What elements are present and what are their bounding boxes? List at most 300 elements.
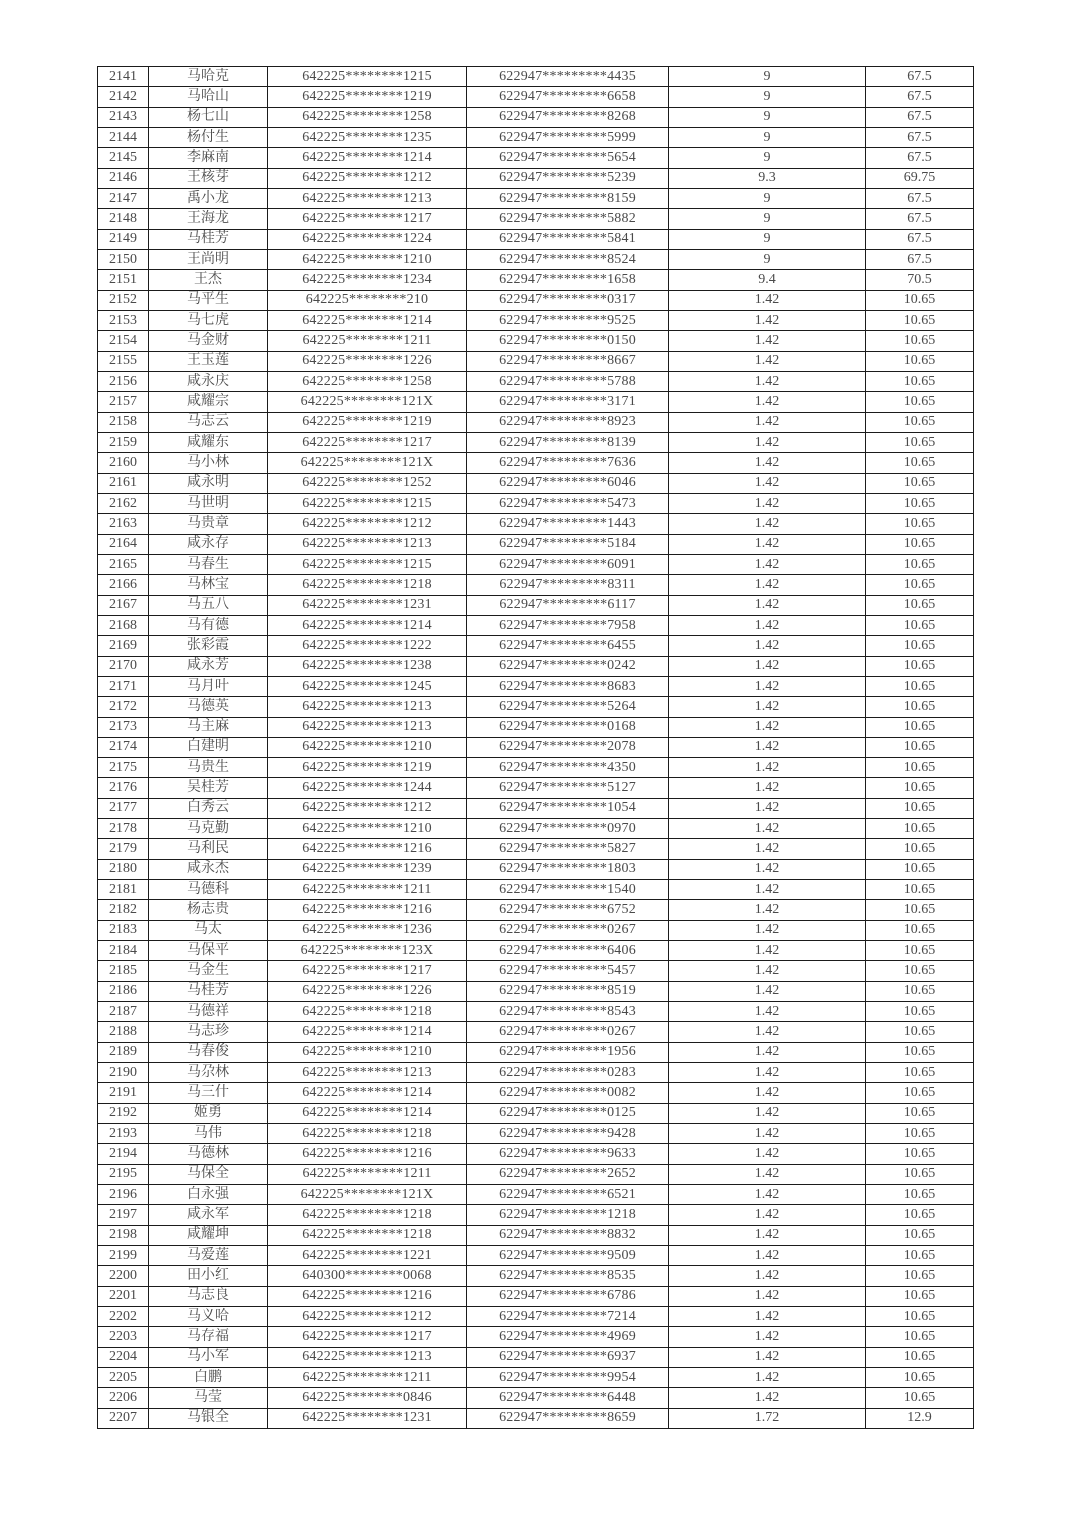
cell-amount-total: 10.65 [866,351,974,371]
table-row [98,1205,974,1225]
cell-bank-card-number: 622947*********9509 [467,1246,669,1266]
cell-amount: 1.42 [669,1002,866,1022]
cell-id-number: 642225********1211 [268,1368,467,1388]
cell-person-name: 马平生 [149,290,268,310]
cell-bank-card-number: 622947*********0082 [467,1083,669,1103]
cell-id-number: 642225********1214 [268,1103,467,1123]
cell-bank-card-number: 622947*********6455 [467,636,669,656]
cell-amount-total: 10.65 [866,1388,974,1408]
cell-id-number: 642225********121X [268,392,467,412]
cell-bank-card-number: 622947*********9633 [467,1144,669,1164]
cell-amount-total: 10.65 [866,1205,974,1225]
cell-amount-total: 10.65 [866,1103,974,1123]
table-row [98,1022,974,1042]
cell-bank-card-number: 622947*********0168 [467,717,669,737]
cell-amount: 1.42 [669,656,866,676]
cell-id-number: 642225********1222 [268,636,467,656]
cell-row-number: 2155 [98,351,149,371]
cell-bank-card-number: 622947*********8535 [467,1266,669,1286]
cell-person-name: 马莹 [149,1388,268,1408]
cell-bank-card-number: 622947*********0317 [467,290,669,310]
cell-amount-total: 10.65 [866,1022,974,1042]
cell-id-number: 642225********1234 [268,270,467,290]
cell-amount-total: 10.65 [866,432,974,452]
cell-amount-total: 67.5 [866,67,974,87]
cell-amount-total: 10.65 [866,920,974,940]
cell-person-name: 马世明 [149,493,268,513]
table-row [98,270,974,290]
cell-amount-total: 10.65 [866,1347,974,1367]
cell-bank-card-number: 622947*********8139 [467,432,669,452]
table-row [98,1347,974,1367]
table-row [98,961,974,981]
cell-person-name: 马春生 [149,554,268,574]
cell-row-number: 2204 [98,1347,149,1367]
cell-amount-total: 10.65 [866,493,974,513]
cell-person-name: 马志珍 [149,1022,268,1042]
cell-person-name: 马七虎 [149,310,268,330]
cell-amount: 1.42 [669,1327,866,1347]
cell-id-number: 642225********1217 [268,961,467,981]
cell-amount: 9 [669,249,866,269]
cell-person-name: 咸永存 [149,534,268,554]
cell-amount: 1.42 [669,331,866,351]
table-row [98,819,974,839]
cell-person-name: 咸永明 [149,473,268,493]
cell-id-number: 642225********1226 [268,351,467,371]
cell-amount: 1.42 [669,554,866,574]
cell-amount: 1.42 [669,859,866,879]
cell-amount: 1.42 [669,595,866,615]
cell-id-number: 642225********1218 [268,1225,467,1245]
cell-amount: 1.42 [669,1266,866,1286]
cell-amount: 1.42 [669,1042,866,1062]
cell-row-number: 2180 [98,859,149,879]
cell-amount-total: 10.65 [866,1164,974,1184]
cell-amount-total: 12.9 [866,1408,974,1428]
table-row [98,697,974,717]
cell-row-number: 2199 [98,1246,149,1266]
cell-id-number: 640300********0068 [268,1266,467,1286]
cell-bank-card-number: 622947*********1658 [467,270,669,290]
table-row [98,1408,974,1428]
cell-person-name: 咸永军 [149,1205,268,1225]
payment-roster-table [97,66,974,1429]
cell-row-number: 2184 [98,941,149,961]
table-row [98,229,974,249]
cell-id-number: 642225********1213 [268,534,467,554]
cell-person-name: 白永强 [149,1185,268,1205]
cell-id-number: 642225********1217 [268,1327,467,1347]
cell-amount-total: 10.65 [866,554,974,574]
table-row [98,941,974,961]
cell-bank-card-number: 622947*********8543 [467,1002,669,1022]
cell-bank-card-number: 622947*********6448 [467,1388,669,1408]
table-row [98,758,974,778]
table-row [98,1063,974,1083]
table-row [98,290,974,310]
cell-amount-total: 10.65 [866,453,974,473]
cell-bank-card-number: 622947*********5473 [467,493,669,513]
cell-row-number: 2162 [98,493,149,513]
cell-amount: 1.42 [669,1286,866,1306]
cell-id-number: 642225********1212 [268,798,467,818]
cell-bank-card-number: 622947*********0267 [467,920,669,940]
cell-person-name: 马林宝 [149,575,268,595]
cell-bank-card-number: 622947*********6406 [467,941,669,961]
cell-amount-total: 69.75 [866,168,974,188]
cell-bank-card-number: 622947*********6046 [467,473,669,493]
cell-amount: 1.42 [669,534,866,554]
table-row [98,148,974,168]
cell-row-number: 2179 [98,839,149,859]
cell-row-number: 2145 [98,148,149,168]
cell-bank-card-number: 622947*********4969 [467,1327,669,1347]
cell-amount: 1.42 [669,351,866,371]
cell-id-number: 642225********1218 [268,1124,467,1144]
cell-row-number: 2171 [98,676,149,696]
table-row [98,127,974,147]
cell-id-number: 642225********1210 [268,249,467,269]
cell-person-name: 马桂芳 [149,229,268,249]
cell-id-number: 642225********1212 [268,1307,467,1327]
cell-id-number: 642225********1231 [268,595,467,615]
cell-person-name: 马德英 [149,697,268,717]
cell-bank-card-number: 622947*********5999 [467,127,669,147]
cell-person-name: 王尚明 [149,249,268,269]
cell-person-name: 马利民 [149,839,268,859]
table-row [98,554,974,574]
cell-id-number: 642225********1216 [268,1144,467,1164]
cell-id-number: 642225********1216 [268,900,467,920]
cell-row-number: 2142 [98,87,149,107]
cell-amount-total: 10.65 [866,1246,974,1266]
cell-amount-total: 10.65 [866,1083,974,1103]
cell-person-name: 马桂芳 [149,981,268,1001]
cell-amount: 1.42 [669,392,866,412]
cell-amount-total: 10.65 [866,371,974,391]
cell-row-number: 2201 [98,1286,149,1306]
cell-amount-total: 10.65 [866,1286,974,1306]
cell-amount: 1.42 [669,839,866,859]
table-row [98,87,974,107]
cell-person-name: 李麻南 [149,148,268,168]
cell-row-number: 2202 [98,1307,149,1327]
cell-id-number: 642225********1213 [268,1063,467,1083]
cell-bank-card-number: 622947*********1054 [467,798,669,818]
cell-person-name: 咸永杰 [149,859,268,879]
table-row [98,636,974,656]
table-row [98,473,974,493]
cell-bank-card-number: 622947*********8683 [467,676,669,696]
cell-row-number: 2163 [98,514,149,534]
cell-row-number: 2168 [98,615,149,635]
cell-amount: 9 [669,148,866,168]
cell-amount-total: 10.65 [866,819,974,839]
table-row [98,717,974,737]
cell-person-name: 马义哈 [149,1307,268,1327]
cell-bank-card-number: 622947*********4435 [467,67,669,87]
cell-person-name: 马存福 [149,1327,268,1347]
cell-bank-card-number: 622947*********8159 [467,188,669,208]
cell-person-name: 马金生 [149,961,268,981]
cell-person-name: 张彩霞 [149,636,268,656]
cell-amount: 1.42 [669,697,866,717]
cell-person-name: 咸耀宗 [149,392,268,412]
cell-person-name: 咸永芳 [149,656,268,676]
cell-person-name: 咸耀东 [149,432,268,452]
cell-amount: 1.42 [669,453,866,473]
cell-amount-total: 10.65 [866,717,974,737]
cell-amount: 1.42 [669,961,866,981]
cell-bank-card-number: 622947*********1956 [467,1042,669,1062]
cell-row-number: 2200 [98,1266,149,1286]
cell-id-number: 642225********1215 [268,67,467,87]
cell-id-number: 642225********1212 [268,514,467,534]
cell-amount-total: 10.65 [866,981,974,1001]
cell-id-number: 642225********1211 [268,880,467,900]
cell-amount: 1.42 [669,473,866,493]
cell-id-number: 642225********1231 [268,1408,467,1428]
cell-person-name: 杨七山 [149,107,268,127]
cell-amount: 1.42 [669,1185,866,1205]
table-row [98,900,974,920]
cell-amount-total: 10.65 [866,412,974,432]
cell-person-name: 马三什 [149,1083,268,1103]
cell-amount: 1.42 [669,880,866,900]
table-row [98,432,974,452]
cell-id-number: 642225********1210 [268,1042,467,1062]
cell-row-number: 2190 [98,1063,149,1083]
cell-id-number: 642225********0846 [268,1388,467,1408]
cell-row-number: 2167 [98,595,149,615]
cell-person-name: 马贵章 [149,514,268,534]
cell-row-number: 2152 [98,290,149,310]
table-row [98,1286,974,1306]
cell-amount-total: 67.5 [866,127,974,147]
cell-amount: 9.4 [669,270,866,290]
cell-id-number: 642225********1211 [268,1164,467,1184]
cell-amount: 1.42 [669,1124,866,1144]
cell-amount-total: 10.65 [866,1307,974,1327]
cell-person-name: 马尕林 [149,1063,268,1083]
cell-row-number: 2207 [98,1408,149,1428]
cell-person-name: 马哈山 [149,87,268,107]
cell-person-name: 杨付生 [149,127,268,147]
table-row [98,1246,974,1266]
table-row [98,1164,974,1184]
cell-bank-card-number: 622947*********6117 [467,595,669,615]
cell-amount-total: 10.65 [866,473,974,493]
table-row [98,595,974,615]
table-row [98,412,974,432]
cell-bank-card-number: 622947*********7958 [467,615,669,635]
cell-row-number: 2194 [98,1144,149,1164]
cell-amount: 9 [669,67,866,87]
cell-row-number: 2158 [98,412,149,432]
cell-row-number: 2188 [98,1022,149,1042]
table-row [98,1266,974,1286]
cell-bank-card-number: 622947*********5788 [467,371,669,391]
cell-amount: 9 [669,229,866,249]
cell-id-number: 642225********1236 [268,920,467,940]
cell-row-number: 2193 [98,1124,149,1144]
cell-amount: 9 [669,87,866,107]
cell-amount-total: 10.65 [866,656,974,676]
cell-id-number: 642225********1219 [268,87,467,107]
cell-amount-total: 10.65 [866,392,974,412]
cell-amount: 1.42 [669,1205,866,1225]
table-row [98,1225,974,1245]
cell-row-number: 2172 [98,697,149,717]
cell-id-number: 642225********1226 [268,981,467,1001]
cell-person-name: 马小军 [149,1347,268,1367]
cell-id-number: 642225********1214 [268,615,467,635]
cell-person-name: 吴桂芳 [149,778,268,798]
cell-bank-card-number: 622947*********6521 [467,1185,669,1205]
cell-id-number: 642225********1258 [268,371,467,391]
cell-bank-card-number: 622947*********8667 [467,351,669,371]
cell-row-number: 2195 [98,1164,149,1184]
cell-id-number: 642225********123X [268,941,467,961]
cell-bank-card-number: 622947*********5654 [467,148,669,168]
cell-amount: 1.42 [669,758,866,778]
cell-amount: 9 [669,188,866,208]
cell-bank-card-number: 622947*********6937 [467,1347,669,1367]
cell-id-number: 642225********1217 [268,432,467,452]
cell-amount-total: 10.65 [866,676,974,696]
cell-amount-total: 10.65 [866,1042,974,1062]
cell-id-number: 642225********1211 [268,331,467,351]
cell-person-name: 咸耀坤 [149,1225,268,1245]
cell-amount: 1.42 [669,1144,866,1164]
cell-person-name: 马春俊 [149,1042,268,1062]
cell-row-number: 2164 [98,534,149,554]
table-row [98,981,974,1001]
cell-bank-card-number: 622947*********0283 [467,1063,669,1083]
cell-row-number: 2191 [98,1083,149,1103]
cell-id-number: 642225********1252 [268,473,467,493]
cell-id-number: 642225********1217 [268,209,467,229]
cell-person-name: 王杰 [149,270,268,290]
cell-row-number: 2205 [98,1368,149,1388]
cell-person-name: 咸永庆 [149,371,268,391]
table-row [98,392,974,412]
cell-amount: 1.42 [669,615,866,635]
table-row [98,331,974,351]
cell-bank-card-number: 622947*********7636 [467,453,669,473]
table-row [98,1368,974,1388]
table-row [98,534,974,554]
cell-amount-total: 10.65 [866,615,974,635]
cell-bank-card-number: 622947*********5264 [467,697,669,717]
table-row [98,920,974,940]
table-row [98,1144,974,1164]
cell-person-name: 马伟 [149,1124,268,1144]
table-row [98,351,974,371]
cell-person-name: 田小红 [149,1266,268,1286]
cell-bank-card-number: 622947*********4350 [467,758,669,778]
cell-row-number: 2183 [98,920,149,940]
cell-person-name: 王核芽 [149,168,268,188]
cell-row-number: 2198 [98,1225,149,1245]
cell-id-number: 642225********1214 [268,1022,467,1042]
cell-amount: 1.42 [669,290,866,310]
cell-row-number: 2154 [98,331,149,351]
table-row [98,1042,974,1062]
cell-amount-total: 10.65 [866,534,974,554]
cell-amount-total: 10.65 [866,697,974,717]
cell-amount: 1.42 [669,1022,866,1042]
table-row [98,249,974,269]
cell-amount: 1.42 [669,636,866,656]
cell-amount-total: 10.65 [866,859,974,879]
table-row [98,1002,974,1022]
cell-person-name: 马哈克 [149,67,268,87]
cell-amount: 1.42 [669,412,866,432]
cell-bank-card-number: 622947*********3171 [467,392,669,412]
cell-person-name: 马克勤 [149,819,268,839]
table-row [98,839,974,859]
cell-row-number: 2175 [98,758,149,778]
table-row [98,615,974,635]
cell-bank-card-number: 622947*********5882 [467,209,669,229]
table-row [98,1327,974,1347]
cell-row-number: 2156 [98,371,149,391]
cell-amount-total: 67.5 [866,107,974,127]
cell-amount-total: 10.65 [866,290,974,310]
cell-row-number: 2159 [98,432,149,452]
cell-amount: 1.42 [669,1164,866,1184]
cell-row-number: 2165 [98,554,149,574]
cell-amount-total: 10.65 [866,1266,974,1286]
cell-bank-card-number: 622947*********8311 [467,575,669,595]
cell-bank-card-number: 622947*********1803 [467,859,669,879]
table-body [98,67,974,1429]
cell-row-number: 2189 [98,1042,149,1062]
cell-id-number: 642225********1214 [268,148,467,168]
cell-amount-total: 10.65 [866,941,974,961]
cell-amount: 1.42 [669,778,866,798]
cell-row-number: 2148 [98,209,149,229]
cell-amount: 9 [669,127,866,147]
cell-amount: 1.42 [669,819,866,839]
cell-amount-total: 10.65 [866,737,974,757]
cell-bank-card-number: 622947*********5127 [467,778,669,798]
cell-id-number: 642225********1212 [268,168,467,188]
cell-row-number: 2192 [98,1103,149,1123]
cell-person-name: 马志云 [149,412,268,432]
cell-person-name: 马小林 [149,453,268,473]
table-row [98,168,974,188]
cell-amount-total: 10.65 [866,1225,974,1245]
cell-bank-card-number: 622947*********0242 [467,656,669,676]
cell-row-number: 2196 [98,1185,149,1205]
cell-bank-card-number: 622947*********5239 [467,168,669,188]
cell-amount-total: 10.65 [866,1327,974,1347]
cell-person-name: 白秀云 [149,798,268,818]
cell-bank-card-number: 622947*********9428 [467,1124,669,1144]
cell-row-number: 2143 [98,107,149,127]
cell-person-name: 马爱莲 [149,1246,268,1266]
cell-id-number: 642225********1218 [268,1205,467,1225]
cell-amount: 1.42 [669,1307,866,1327]
cell-amount-total: 10.65 [866,310,974,330]
cell-bank-card-number: 622947*********0267 [467,1022,669,1042]
cell-bank-card-number: 622947*********1218 [467,1205,669,1225]
cell-person-name: 马志良 [149,1286,268,1306]
cell-amount-total: 10.65 [866,514,974,534]
